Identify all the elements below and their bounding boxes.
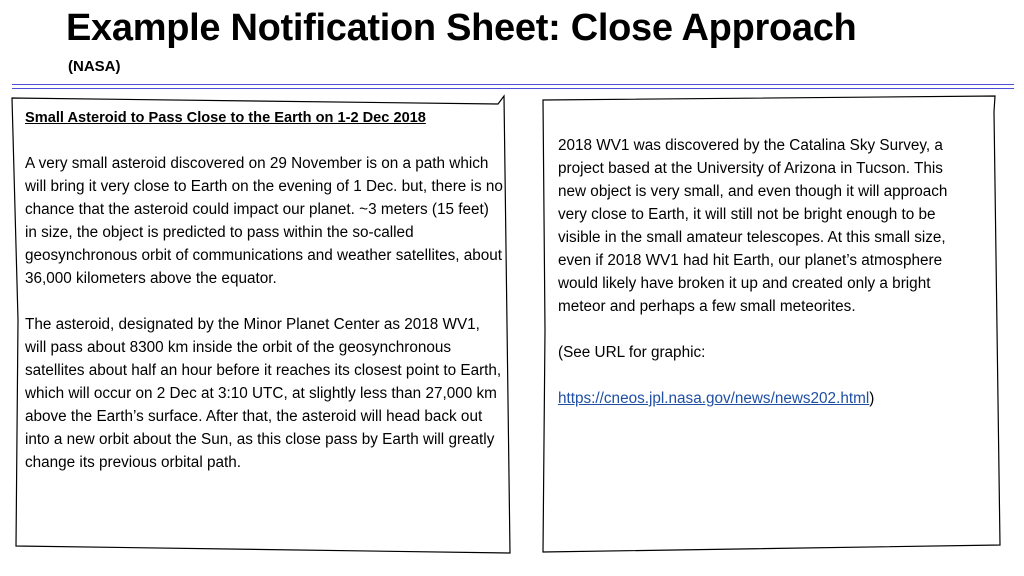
url-suffix: ) xyxy=(869,390,875,407)
right-paragraph-1: 2018 WV1 was discovered by the Catalina Sky Survey, a project based at the University of Arizona in Tucson. This new object is very small, and even though it will approach very close to Earth, it will still not be bright enough to be visible in the small amateur telescopes. At this small size, even if 2018 WV1 had hit Earth, our planet’s atmosphere would likely have broken it up and created only a bright meteor and perhaps a few small meteorites. xyxy=(558,137,948,315)
right-card xyxy=(558,134,958,410)
url-line xyxy=(558,387,958,410)
left-paragraph-1: A very small asteroid discovered on 29 November is on a path which will bring it very close to Earth on the evening of 1 Dec. but, there is no chance that the asteroid could impact our planet. ~3 meters (15 feet) in size, the object is predicted to pass within the so-called geosynchronous orbit of communications and weather satellites, about 36,000 kilometers above the equator. xyxy=(25,155,503,287)
left-paragraph-2: The asteroid, designated by the Minor Planet Center as 2018 WV1, will pass about 8300 km inside the orbit of the geosynchronous satellites about half an hour before it reaches its closest point to Earth, which will occur on 2 Dec at 3:10 UTC, at slightly less than 27,000 km above the Earth’s surface. After that, the asteroid will head back out into a new orbit about the Sun, as this close pass by Earth will greatly change its previous orbital path. xyxy=(25,316,502,471)
source-label: (NASA) xyxy=(68,58,121,75)
left-card xyxy=(25,107,503,474)
cneos-news-link[interactable]: https://cneos.jpl.nasa.gov/news/news202.html xyxy=(558,390,870,407)
article-heading: Small Asteroid to Pass Close to the Earth on 1-2 Dec 2018 xyxy=(25,110,426,126)
right-paragraph-2: (See URL for graphic: xyxy=(558,344,706,361)
page-title: Example Notification Sheet: Close Approach xyxy=(66,7,857,49)
